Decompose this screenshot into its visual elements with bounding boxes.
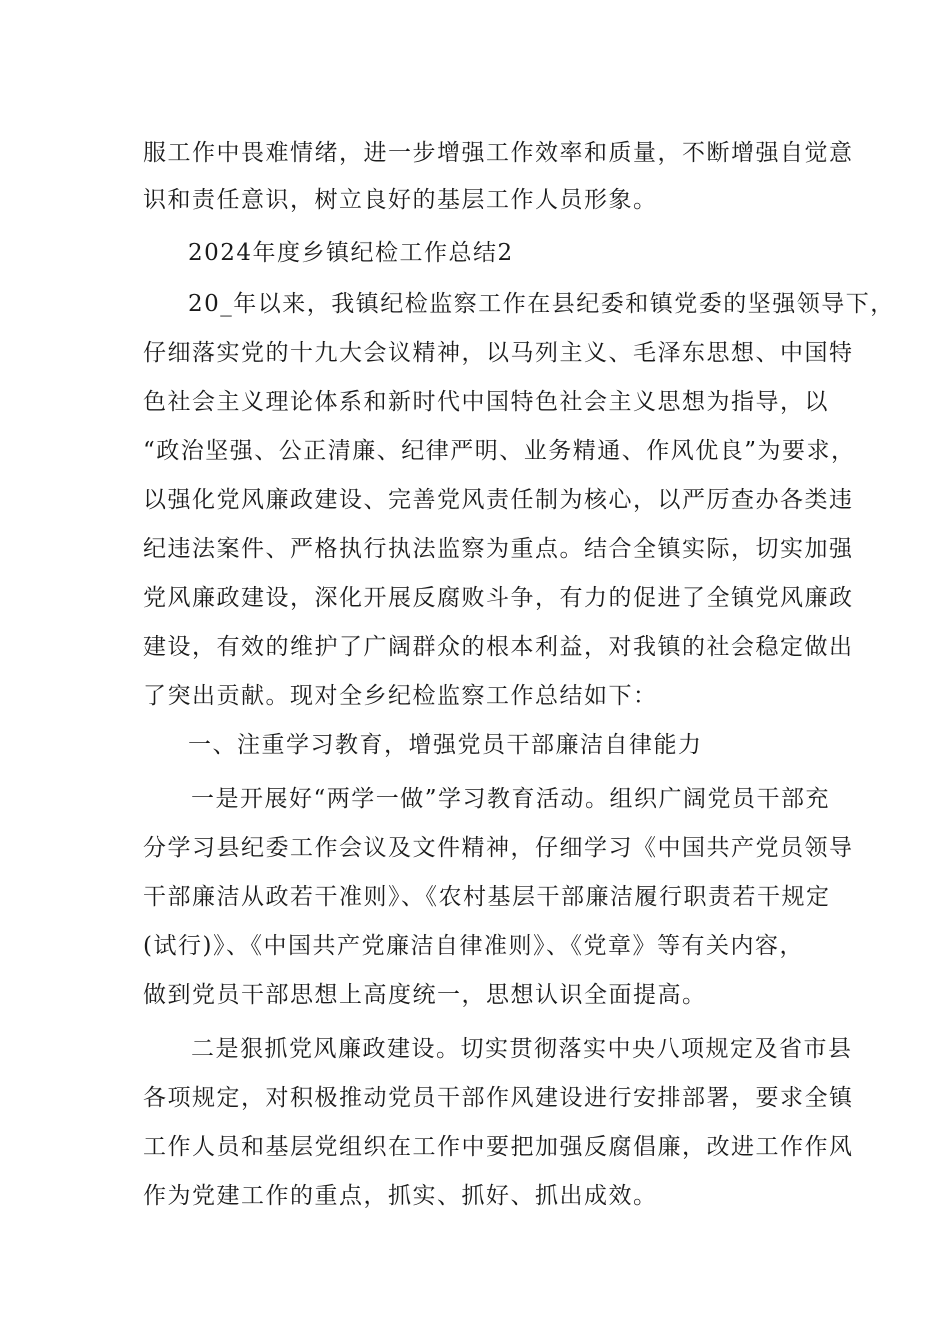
text-line: 一是开展好“两学一做”学习教育活动。组织广阔党员干部充 xyxy=(191,786,831,812)
text-line: 各项规定，对积极推动党员干部作风建设进行安排部署，要求全镇 xyxy=(143,1085,854,1111)
text-line: 建设，有效的维护了广阔群众的根本利益，对我镇的社会稳定做出 xyxy=(143,634,854,660)
text-line: 了突出贡献。现对全乡纪检监察工作总结如下： xyxy=(143,683,658,709)
text-line: 以强化党风廉政建设、完善党风责任制为核心，以严厉查办各类违 xyxy=(143,487,854,513)
text-line: 作为党建工作的重点，抓实、抓好、抓出成效。 xyxy=(143,1183,658,1209)
text-line: 识和责任意识，树立良好的基层工作人员形象。 xyxy=(143,187,658,213)
text-line: 仔细落实党的十九大会议精神，以马列主义、毛泽东思想、中国特 xyxy=(143,340,854,366)
text-line: 二是狠抓党风廉政建设。切实贯彻落实中央八项规定及省市县 xyxy=(191,1036,853,1062)
section-heading: 2024年度乡镇纪检工作总结2 xyxy=(188,240,514,266)
text-line: 纪违法案件、严格执行执法监察为重点。结合全镇实际，切实加强 xyxy=(143,536,854,562)
text-line: 20_年以来，我镇纪检监察工作在县纪委和镇党委的坚强领导下， xyxy=(188,291,895,317)
text-line: (试行)》、《中国共产党廉洁自律准则》、《党章》等有关内容， xyxy=(143,933,804,959)
text-line: 工作人员和基层党组织在工作中要把加强反腐倡廉，改进工作作风 xyxy=(143,1134,854,1160)
text-line: 色社会主义理论体系和新时代中国特色社会主义思想为指导，以 xyxy=(143,389,829,415)
text-line: 分学习县纪委工作会议及文件精神，仔细学习《中国共产党员领导 xyxy=(143,835,854,861)
text-line: 做到党员干部思想上高度统一，思想认识全面提高。 xyxy=(143,982,707,1008)
text-line: 党风廉政建设，深化开展反腐败斗争，有力的促进了全镇党风廉政 xyxy=(143,585,854,611)
text-line: 干部廉洁从政若干准则》、《农村基层干部廉洁履行职责若干规定 xyxy=(143,884,831,910)
section-heading: 一、注重学习教育，增强党员干部廉洁自律能力 xyxy=(188,732,703,758)
text-line: “政治坚强、公正清廉、纪律严明、业务精通、作风优良”为要求， xyxy=(143,438,856,464)
text-line: 服工作中畏难情绪，进一步增强工作效率和质量，不断增强自觉意 xyxy=(143,140,854,166)
